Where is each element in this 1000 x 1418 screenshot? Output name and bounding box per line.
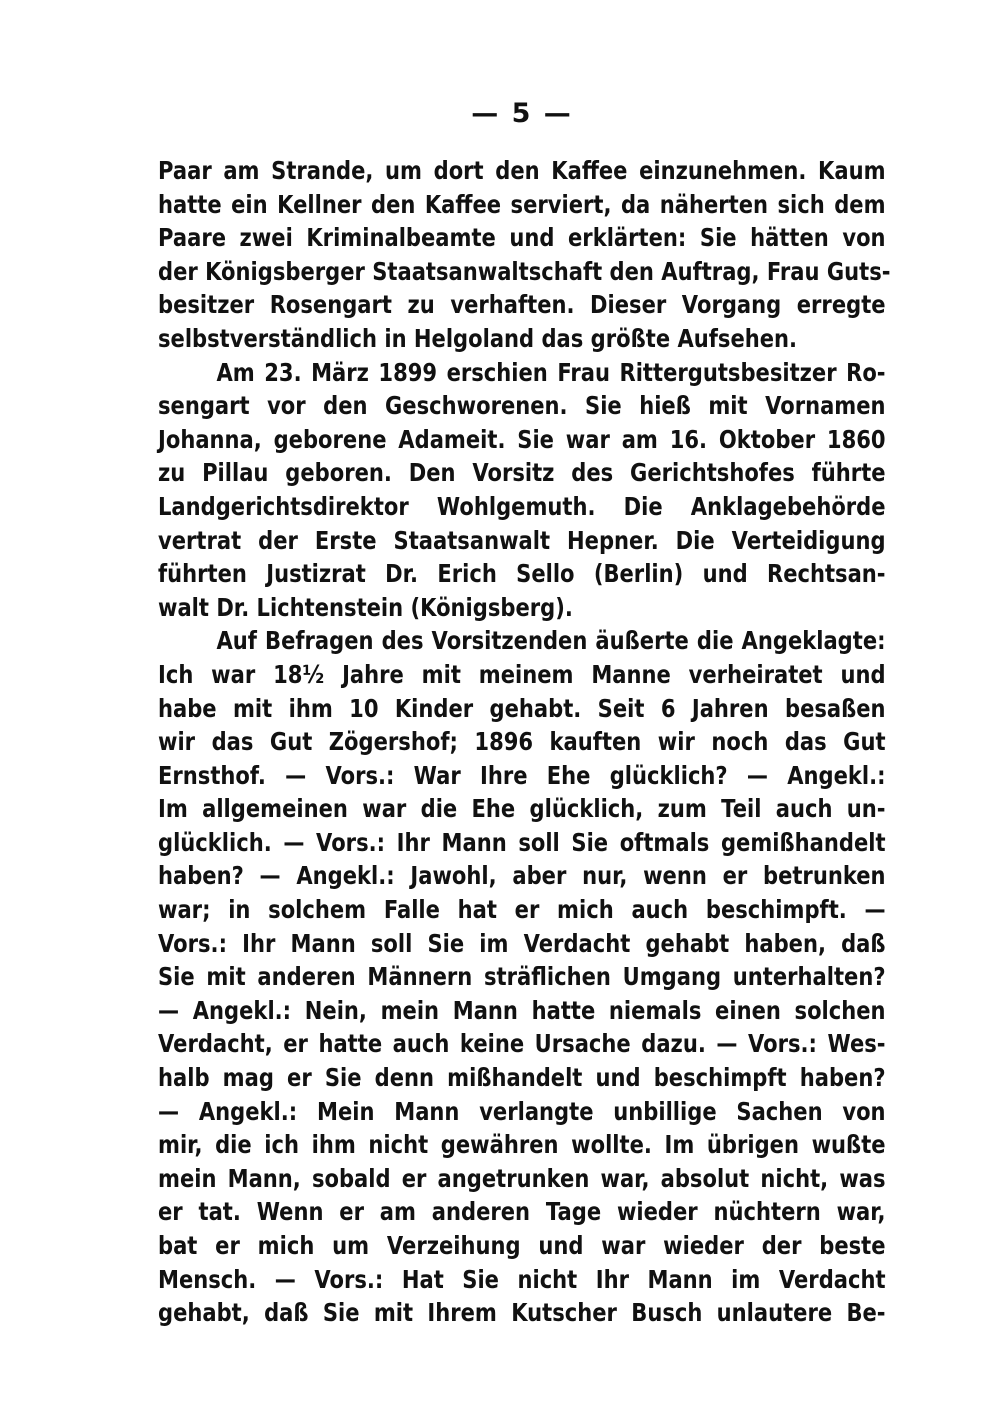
text-line: Johanna, geborene Adameit. Sie war am 16. Oktober 1860 [158, 424, 886, 454]
text-line: glücklich. — Vors.: Ihr Mann soll Sie oftmals gemißhandelt [158, 827, 886, 857]
text-line: Auf Befragen des Vorsitzenden äußerte die Angeklagte: [216, 626, 886, 656]
text-line: er tat. Wenn er am anderen Tage wieder nüchtern war, [158, 1197, 886, 1227]
text-line: hatte ein Kellner den Kaffee serviert, da näherten sich dem [158, 189, 886, 219]
text-line: gehabt, daß Sie mit Ihrem Kutscher Busch unlautere Be- [158, 1298, 886, 1328]
text-line: Ich war 18½ Jahre mit meinem Manne verheiratet und [158, 659, 886, 689]
text-line: Am 23. März 1899 erschien Frau Rittergutsbesitzer Ro- [216, 357, 886, 387]
text-line: haben? — Angekl.: Jawohl, aber nur, wenn er betrunken [158, 861, 886, 891]
text-line: habe mit ihm 10 Kinder gehabt. Seit 6 Jahren besaßen [158, 693, 886, 723]
text-line: selbstverständlich in Helgoland das größte Aufsehen. [158, 323, 798, 353]
text-line: Ernsthof. — Vors.: War Ihre Ehe glücklich? — Angekl.: [158, 760, 886, 790]
text-line: zu Pillau geboren. Den Vorsitz des Gerichtshofes führte [158, 458, 886, 488]
book-page [158, 92, 891, 1330]
text-line: bat er mich um Verzeihung und war wieder der beste [158, 1231, 886, 1260]
text-line: sengart vor den Geschworenen. Sie hieß mit Vornamen [158, 391, 886, 421]
text-line: besitzer Rosengart zu verhaften. Dieser Vorgang erregte [158, 290, 886, 320]
page-number: — 5 — [471, 98, 573, 129]
text-line: Sie mit anderen Männern sträflichen Umgang unterhalten? [158, 962, 886, 992]
text-line: walt Dr. Lichtenstein (Königsberg). [158, 592, 573, 622]
text-line: Landgerichtsdirektor Wohlgemuth. Die Anklagebehörde [158, 491, 886, 521]
text-line: — Angekl.: Nein, mein Mann hatte niemals einen solchen [158, 995, 886, 1025]
text-line: halb mag er Sie denn mißhandelt und beschimpft haben? [158, 1063, 886, 1093]
text-line: — Angekl.: Mein Mann verlangte unbillige Sachen von [158, 1096, 886, 1126]
text-line: Vors.: Ihr Mann soll Sie im Verdacht gehabt haben, daß [158, 928, 886, 958]
text-line: Paar am Strande, um dort den Kaffee einzunehmen. Kaum [158, 156, 886, 185]
text-line: Im allgemeinen war die Ehe glücklich, zum Teil auch un- [158, 794, 886, 824]
text-line: Paare zwei Kriminalbeamte und erklärten: Sie hätten von [158, 223, 886, 253]
text-line: war; in solchem Falle hat er mich auch beschimpft. — [158, 895, 886, 925]
text-line: Verdacht, er hatte auch keine Ursache dazu. — Vors.: Wes- [158, 1029, 886, 1059]
text-line: Mensch. — Vors.: Hat Sie nicht Ihr Mann im Verdacht [158, 1264, 886, 1294]
text-line: führten Justizrat Dr. Erich Sello (Berlin) und Rechtsan- [158, 559, 886, 589]
text-line: der Königsberger Staatsanwaltschaft den Auftrag, Frau Guts- [158, 256, 891, 286]
text-line: wir das Gut Zögershof; 1896 kauften wir noch das Gut [158, 727, 886, 757]
text-line: mir, die ich ihm nicht gewähren wollte. Im übrigen wußte [158, 1130, 886, 1160]
text-line: vertrat der Erste Staatsanwalt Hepner. Die Verteidigung [158, 525, 886, 555]
text-line: mein Mann, sobald er angetrunken war, absolut nicht, was [158, 1163, 886, 1193]
page-body-text [158, 154, 891, 1330]
